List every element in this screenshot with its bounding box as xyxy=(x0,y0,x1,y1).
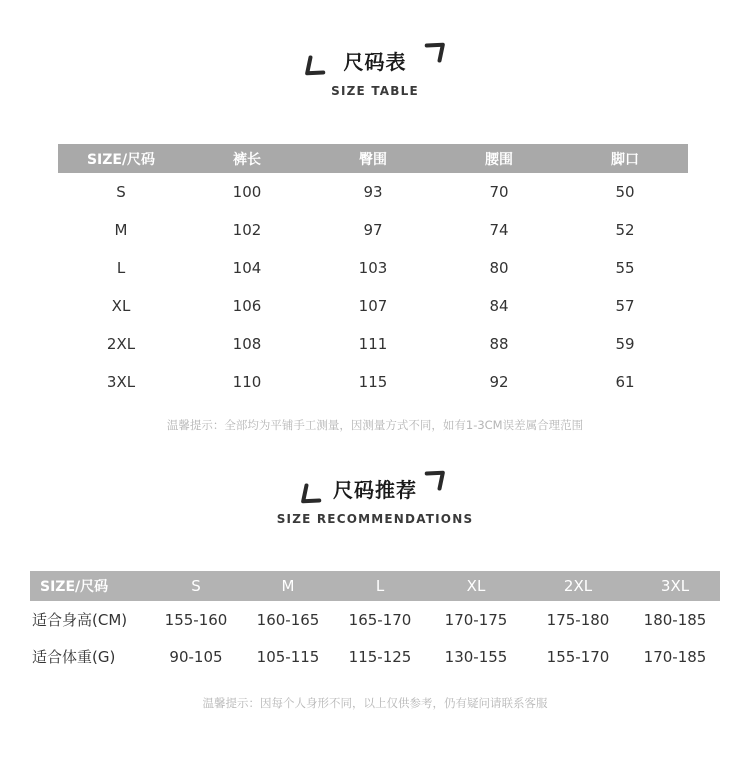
rec-cell: 165-170 xyxy=(348,610,412,629)
size-cell: 59 xyxy=(615,335,635,353)
size-table xyxy=(58,144,688,401)
size-cell: 103 xyxy=(358,259,388,277)
rec-header-cell: XL xyxy=(426,571,526,601)
size-header-cell: 脚口 xyxy=(562,144,688,173)
size-header-cell: 裤长 xyxy=(184,144,310,173)
size-cell: 110 xyxy=(232,373,262,391)
size-cell: 108 xyxy=(232,335,262,353)
table-row xyxy=(58,325,688,363)
size-cell: L xyxy=(116,259,126,277)
size-cell: 88 xyxy=(489,335,509,353)
table-row xyxy=(58,363,688,401)
size-cell: 57 xyxy=(615,297,635,315)
size-cell: 104 xyxy=(232,259,262,277)
table-row xyxy=(58,173,688,211)
size-table-title-row xyxy=(0,40,750,80)
size-header-cell: SIZE/尺码 xyxy=(58,144,184,173)
size-table-header xyxy=(0,40,750,98)
size-cell: 61 xyxy=(615,373,635,391)
size-cell: 55 xyxy=(615,259,635,277)
rec-cell: 155-160 xyxy=(164,610,228,629)
size-cell: S xyxy=(116,183,126,201)
rec-header-cell: 3XL xyxy=(630,571,720,601)
size-cell: 2XL xyxy=(106,335,136,353)
size-cell: 106 xyxy=(232,297,262,315)
size-cell: M xyxy=(114,221,128,239)
size-cell: 52 xyxy=(615,221,635,239)
rec-header-cell: SIZE/尺码 xyxy=(30,571,150,601)
size-table-header-row xyxy=(58,144,688,173)
table-row xyxy=(58,249,688,287)
recommendations-note: 温馨提示：因每个人身形不同，以上仅供参考，仍有疑问请联系客服 xyxy=(202,696,548,710)
rec-cell: 180-185 xyxy=(643,610,707,629)
size-cell: 102 xyxy=(232,221,262,239)
rec-header-cell: M xyxy=(242,571,334,601)
size-cell: 107 xyxy=(358,297,388,315)
rec-header-cell: 2XL xyxy=(526,571,630,601)
recommendations-subtitle: SIZE RECOMMENDATIONS xyxy=(276,512,474,526)
table-row xyxy=(58,287,688,325)
size-table-subtitle: SIZE TABLE xyxy=(331,84,419,98)
rec-cell: 175-180 xyxy=(546,610,610,629)
size-cell: 111 xyxy=(358,335,388,353)
recommendations-title-row xyxy=(0,468,750,508)
table-row xyxy=(58,211,688,249)
rec-row-label: 适合身高(CM) xyxy=(32,611,128,629)
rec-cell: 115-125 xyxy=(348,647,412,666)
size-cell: 80 xyxy=(489,259,509,277)
rec-cell: 155-170 xyxy=(546,647,610,666)
size-cell: 70 xyxy=(489,183,509,201)
rec-cell: 130-155 xyxy=(444,647,508,666)
rec-cell: 170-185 xyxy=(643,647,707,666)
recommendations-header xyxy=(0,468,750,526)
rec-cell: 170-175 xyxy=(444,610,508,629)
rec-cell: 105-115 xyxy=(256,647,320,666)
table-row xyxy=(30,638,720,675)
size-cell: 93 xyxy=(363,183,383,201)
rec-header-cell: S xyxy=(150,571,242,601)
rec-cell: 90-105 xyxy=(169,647,223,666)
recommendations-table xyxy=(30,571,720,675)
size-cell: 50 xyxy=(615,183,635,201)
hook-right-icon xyxy=(424,468,448,492)
rec-cell: 160-165 xyxy=(256,610,320,629)
size-cell: 84 xyxy=(489,297,509,315)
size-cell: 3XL xyxy=(106,373,136,391)
rec-row-label: 适合体重(G) xyxy=(32,648,116,666)
size-table-title: 尺码表 xyxy=(343,50,407,74)
size-cell: 74 xyxy=(489,221,509,239)
hook-right-icon xyxy=(424,40,448,64)
recommendations-title: 尺码推荐 xyxy=(333,478,417,502)
size-header-cell: 腰围 xyxy=(436,144,562,173)
size-cell: 100 xyxy=(232,183,262,201)
rec-header-cell: L xyxy=(334,571,426,601)
size-cell: 92 xyxy=(489,373,509,391)
size-cell: 97 xyxy=(363,221,383,239)
size-header-cell: 臀围 xyxy=(310,144,436,173)
table-row xyxy=(30,601,720,638)
recommendations-header-row xyxy=(30,571,720,601)
size-cell: 115 xyxy=(358,373,388,391)
measurement-note: 温馨提示：全部均为平铺手工测量，因测量方式不同，如有1-3CM误差属合理范围 xyxy=(166,418,584,432)
size-cell: XL xyxy=(111,297,131,315)
